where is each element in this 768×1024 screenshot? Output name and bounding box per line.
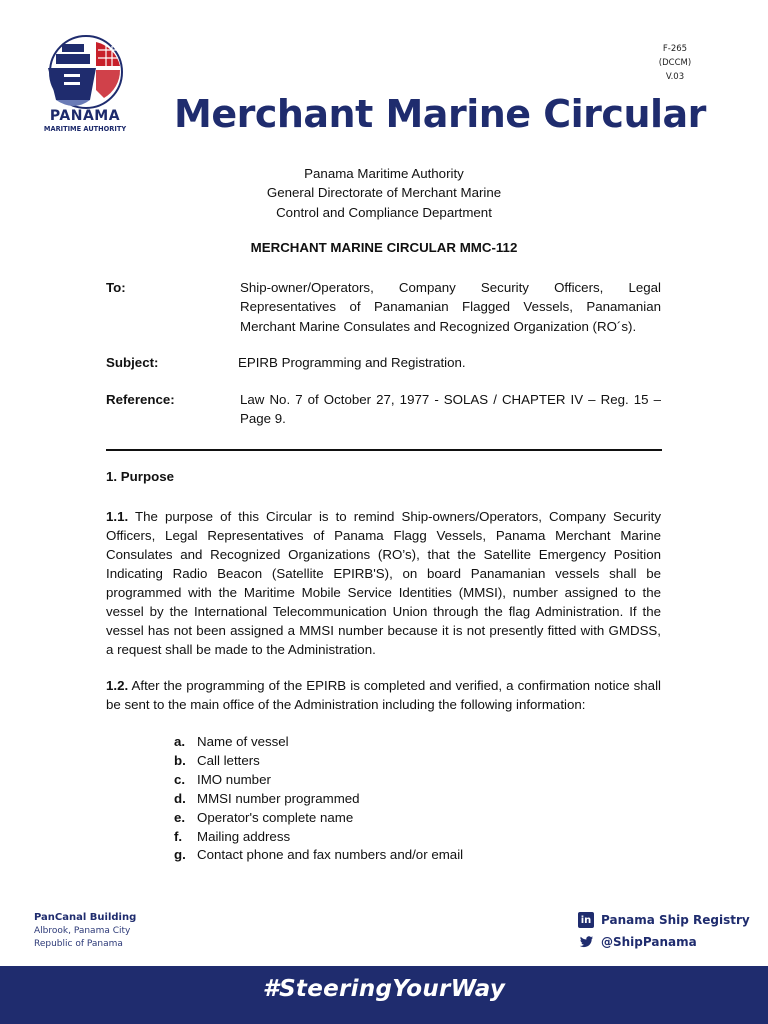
- list-item-letter: d.: [174, 790, 186, 806]
- circular-number: MERCHANT MARINE CIRCULAR MMC-112: [250, 240, 518, 255]
- list-item-letter: f.: [174, 828, 183, 844]
- twitter-link[interactable]: [578, 934, 697, 950]
- section-heading-purpose: 1. Purpose: [106, 469, 174, 484]
- directorate-name: General Directorate of Merchant Marine: [266, 185, 502, 200]
- linkedin-link[interactable]: [578, 912, 750, 928]
- section-divider: [106, 449, 662, 451]
- list-item: [174, 771, 463, 790]
- to-recipients: Ship-owner/Operators, Company Security Officers, Legal Representatives of Panamanian Flagged Vessels, Panamanian Merchant Marine Consulates and Recognized Organization (RO´s).: [240, 280, 661, 334]
- subject-value: EPIRB Programming and Registration.: [238, 355, 466, 370]
- paragraph-1-2: [106, 676, 661, 714]
- paragraph-text: After the programming of the EPIRB is completed and verified, a confirmation notice shall be sent to the main office of the Administration including the following information:: [106, 678, 661, 712]
- list-item-text: Mailing address: [197, 828, 291, 844]
- form-code-line: (DCCM): [658, 58, 692, 68]
- list-item: [174, 828, 463, 847]
- twitter-bird-icon: [578, 934, 594, 950]
- footer-address-line: Republic of Panama: [34, 939, 123, 949]
- reference-value: Law No. 7 of October 27, 1977 - SOLAS / CHAPTER IV – Reg. 15 – Page 9.: [240, 392, 661, 427]
- subject-label: Subject:: [106, 355, 159, 370]
- linkedin-label: Panama Ship Registry: [601, 913, 750, 927]
- footer-address-line: Albrook, Panama City: [34, 926, 131, 936]
- list-item-text: Name of vessel: [197, 734, 289, 749]
- authority-name: Panama Maritime Authority: [304, 166, 464, 181]
- form-code: [640, 42, 710, 84]
- document-title: Merchant Marine Circular: [174, 92, 706, 136]
- paragraph-number: 1.1.: [106, 509, 129, 524]
- to-label: To:: [106, 280, 126, 295]
- list-item-text: Call letters: [197, 752, 260, 768]
- list-item-letter: g.: [174, 847, 186, 863]
- list-item-text: Contact phone and fax numbers and/or email: [197, 847, 464, 863]
- list-item: [174, 846, 463, 865]
- paragraph-1-1: [106, 507, 661, 659]
- logo-subtitle: MARITIME AUTHORITY: [43, 125, 127, 133]
- footer-building-name: PanCanal Building: [34, 912, 137, 923]
- list-item-letter: a.: [174, 734, 186, 749]
- form-code-line: F-265: [662, 44, 688, 54]
- twitter-label: @ShipPanama: [601, 935, 697, 949]
- list-item-letter: b.: [174, 752, 186, 768]
- list-item-text: MMSI number programmed: [197, 790, 360, 806]
- list-item-letter: e.: [174, 809, 186, 825]
- list-item: [174, 809, 463, 828]
- department-name: Control and Compliance Department: [276, 205, 492, 220]
- list-item-letter: c.: [174, 771, 186, 787]
- list-item-text: IMO number: [197, 771, 271, 787]
- logo-wordmark: PANAMA: [49, 108, 121, 124]
- footer-hashtag: #SteeringYourWay: [262, 976, 506, 1002]
- reference-label: Reference:: [106, 392, 175, 407]
- list-item-text: Operator's complete name: [197, 809, 354, 825]
- required-information-list: [174, 733, 463, 865]
- paragraph-text: The purpose of this Circular is to remind Ship-owners/Operators, Company Security Officers, Legal Representatives of Panama Flagg Vessels, Panama Merchant Marine Consulates and Recognized Organizations (RO’s), that the Satellite Emergency Position Indicating Radio Beacon (Satellite EPIRB'S), on board Panamanian vessels shall be programmed with the Maritime Mobile Service Identities (MMSI), number assigned to the vessel by the International Telecommunication Union through the flag Administration. If the vessel has not been assigned a MMSI number because it is not presently fitted with GMDSS, a request shall be made to the Administration.: [106, 509, 661, 657]
- form-code-line: V.03: [665, 72, 685, 82]
- list-item: [174, 733, 463, 752]
- paragraph-number: 1.2.: [106, 678, 129, 693]
- list-item: [174, 790, 463, 809]
- linkedin-icon: in: [578, 912, 594, 928]
- list-item: [174, 752, 463, 771]
